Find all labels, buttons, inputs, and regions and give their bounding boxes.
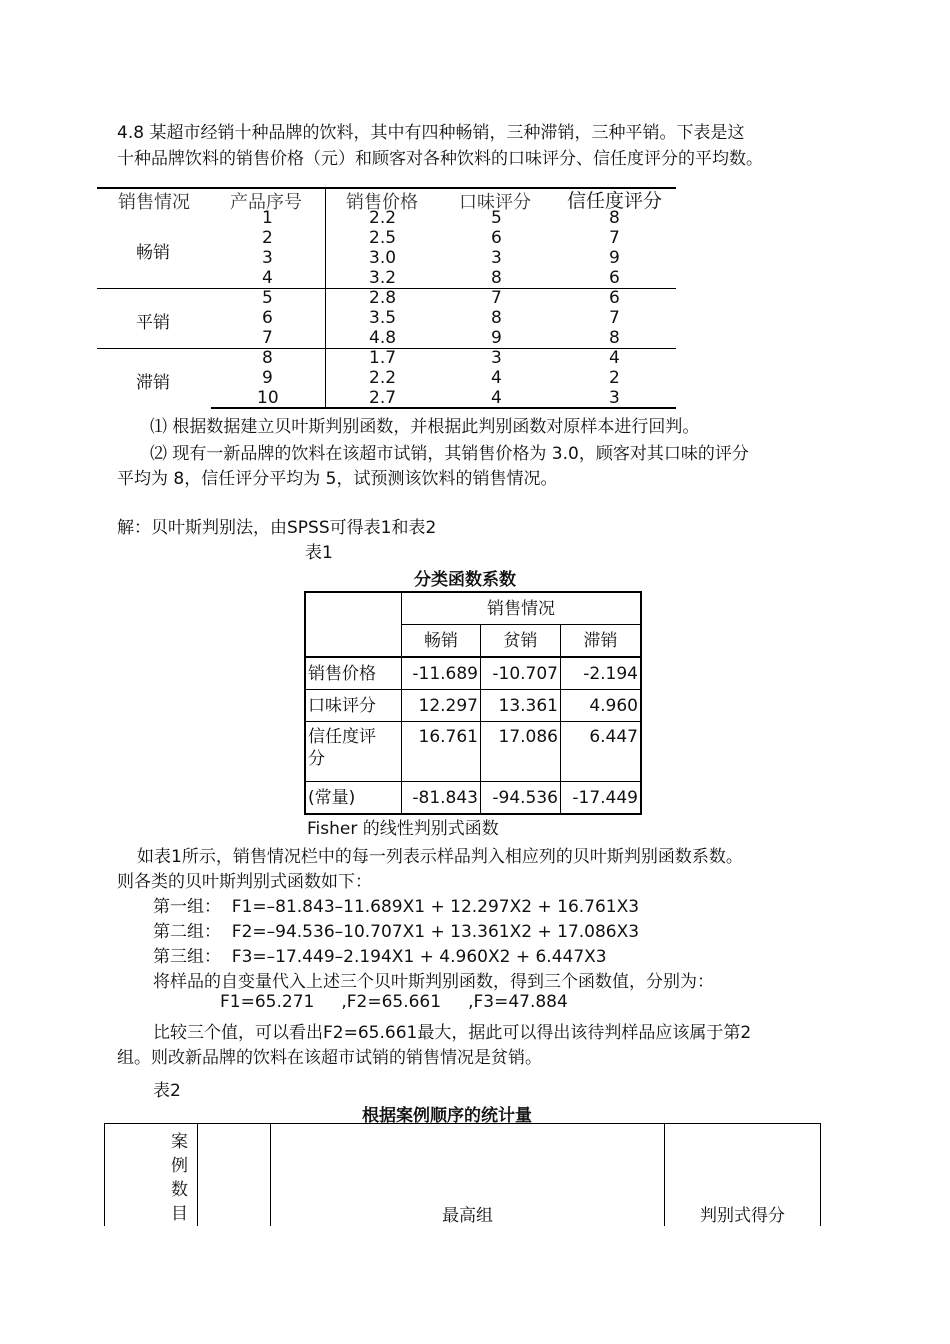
table1-title: 分类函数系数 [414,570,516,590]
cell-no: 8 [262,348,273,368]
table-bottom-rule [211,407,676,409]
cell-trust: 4 [609,348,620,368]
cell-no: 1 [262,208,273,228]
cell-taste: 7 [491,288,502,308]
case-char: 案 [171,1132,188,1152]
paragraph-2: 将样品的自变量代入上述三个贝叶斯判别函数，得到三个函数值，分别为： [153,972,714,992]
cell-price: 3.2 [369,268,397,288]
table-cell: -81.843 [402,782,481,815]
group-label-bestselling: 畅销 [136,243,170,263]
formula-group-2: 第二组： F2=–94.536–10.707X1 + 13.361X2 + 17.086X3 [153,922,640,942]
table2-label: 表2 [153,1081,181,1101]
cell-price: 2.5 [369,228,397,248]
table1-caption: Fisher 的线性判别式函数 [307,819,499,839]
cell-trust: 8 [609,208,620,228]
table-cell: 12.297 [402,690,481,722]
table-cell: -10.707 [481,657,561,690]
cell-price: 1.7 [369,348,397,368]
table-cell: -2.194 [561,657,642,690]
cell-price: 3.0 [369,248,397,268]
col-header-case [105,1124,198,1227]
problem-line-1: 4.8 某超市经销十种品牌的饮料，其中有四种畅销，三种滞销，三种平销。下表是这 [117,123,745,143]
problem-line-2: 十种品牌饮料的销售价格（元）和顾客对各种饮料的口味评分、信任度评分的平均数。 [117,149,763,169]
table-vertical-rule [325,189,326,407]
table-header-row [305,592,641,625]
paragraph-1-line-2: 则各类的贝叶斯判别式函数如下： [117,872,372,892]
cell-price: 3.5 [369,308,397,328]
cell-taste: 8 [491,308,502,328]
cell-price: 4.8 [369,328,397,348]
col-header-bestselling: 畅销 [402,625,481,658]
paragraph-1-line-1: 如表1所示，销售情况栏中的每一列表示样品判入相应列的贝叶斯判别函数系数。 [137,847,743,867]
col-header-highest-group: 最高组 [271,1124,665,1227]
cell-no: 7 [262,328,273,348]
header-sales: 销售情况 [118,192,190,213]
cell-no: 10 [257,388,279,408]
group-label-slow: 滞销 [136,373,170,393]
col-header-discriminant-score: 判别式得分 [665,1124,821,1227]
cell-taste: 9 [491,328,502,348]
cell-taste: 8 [491,268,502,288]
cell-no: 3 [262,248,273,268]
row-label [305,722,402,782]
corner-cell [305,592,402,657]
solution-intro: 解：贝叶斯判别法，由SPSS可得表1和表2 [117,518,437,538]
cell-price: 2.7 [369,388,397,408]
table-cell: -11.689 [402,657,481,690]
question-1: ⑴ 根据数据建立贝叶斯判别函数，并根据此判别函数对原样本进行回判。 [150,417,700,437]
cell-trust: 8 [609,328,620,348]
row-label: 口味评分 [305,690,402,722]
cell-trust: 3 [609,388,620,408]
cell-taste: 3 [491,248,502,268]
cell-taste: 6 [491,228,502,248]
table-cell: 6.447 [561,722,642,782]
cell-price: 2.2 [369,368,397,388]
formula-group-3: 第三组： F3=–17.449–2.194X1 + 4.960X2 + 6.447X3 [153,947,607,967]
header-taste: 口味评分 [459,192,531,213]
table-cell: 13.361 [481,690,561,722]
col-header-poor: 贫销 [481,625,561,658]
cell-price: 2.8 [369,288,397,308]
case-char: 例 [171,1156,188,1176]
cell-trust: 6 [609,288,620,308]
header-product-no: 产品序号 [230,192,302,213]
case-char: 数 [171,1180,188,1200]
row-label-part-2: 分 [308,749,325,769]
table-cell: -94.536 [481,782,561,815]
row-label: 销售价格 [305,657,402,690]
table-row [305,690,641,722]
table-header-row [105,1124,821,1227]
group-header-cell: 销售情况 [402,592,642,625]
header-price: 销售价格 [346,192,418,213]
paragraph-3-line-2: 组。则改新品牌的饮料在该超市试销的销售情况是贫销。 [117,1048,542,1068]
formula-group-1: 第一组： F1=–81.843–11.689X1 + 12.297X2 + 16.761X3 [153,897,640,917]
cell-taste: 3 [491,348,502,368]
table-cell: -17.449 [561,782,642,815]
question-2-line-1: ⑵ 现有一新品牌的饮料在该超市试销，其销售价格为 3.0，顾客对其口味的评分 [150,444,749,464]
col-header-slow: 滞销 [561,625,642,658]
table1-label: 表1 [305,543,333,563]
table-row [305,782,641,815]
cell-taste: 4 [491,388,502,408]
cell-taste: 4 [491,368,502,388]
group-label-normal: 平销 [136,313,170,333]
table-row [305,657,641,690]
cell-no: 2 [262,228,273,248]
row-label: (常量) [305,782,402,815]
cell-no: 9 [262,368,273,388]
row-label-part-1: 信任度评 [308,727,376,747]
table-cell: 4.960 [561,690,642,722]
cell-no: 5 [262,288,273,308]
function-values: F1=65.271 ,F2=65.661 ,F3=47.884 [220,992,568,1012]
cell-taste: 5 [491,208,502,228]
cell-trust: 6 [609,268,620,288]
header-trust: 信任度评分 [567,190,663,212]
cell-no: 4 [262,268,273,288]
paragraph-3-line-1: 比较三个值，可以看出F2=65.661最大，据此可以得出该待判样品应该属于第2 [153,1023,752,1043]
table-row [305,722,641,782]
cell-trust: 7 [609,228,620,248]
classification-coefficients-table [304,591,642,815]
table-cell: 17.086 [481,722,561,782]
col-header-empty [198,1124,271,1227]
table-cell: 16.761 [402,722,481,782]
case-char: 目 [171,1204,188,1224]
cell-trust: 7 [609,308,620,328]
cell-no: 6 [262,308,273,328]
cell-trust: 2 [609,368,620,388]
question-2-line-2: 平均为 8，信任评分平均为 5，试预测该饮料的销售情况。 [117,469,558,489]
cell-trust: 9 [609,248,620,268]
cell-price: 2.2 [369,208,397,228]
casewise-statistics-table [104,1123,821,1226]
table2-title: 根据案例顺序的统计量 [362,1106,532,1126]
